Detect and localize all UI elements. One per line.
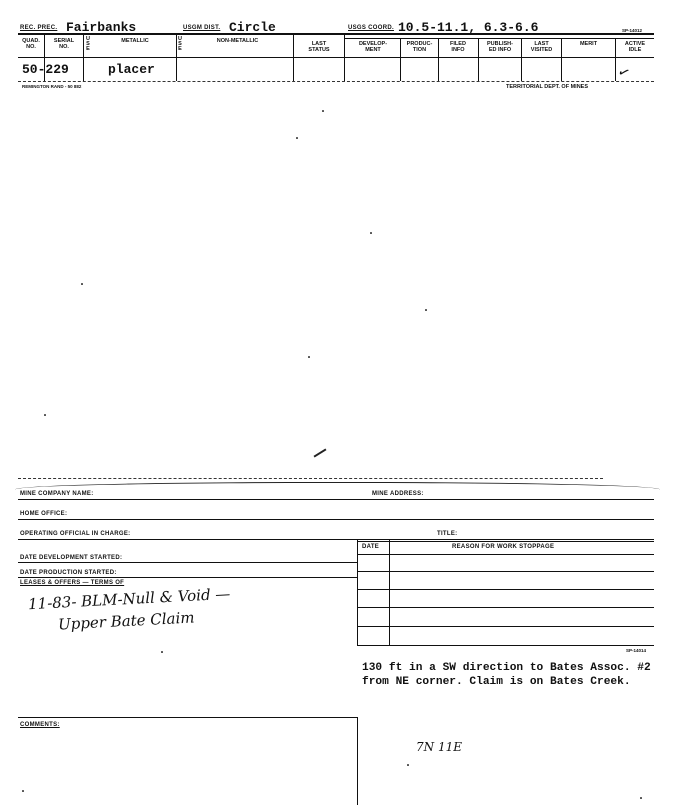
rule xyxy=(18,577,357,578)
typed-note-line2: from NE corner. Claim is on Bates Creek. xyxy=(362,676,631,688)
col-active-idle: ACTIVE IDLE xyxy=(624,41,646,53)
home-office-label: HOME OFFICE: xyxy=(20,511,68,517)
rule xyxy=(18,562,357,563)
col-development: DEVELOP- MENT xyxy=(358,41,388,53)
col-merit: MERIT xyxy=(579,41,598,47)
speck xyxy=(161,651,163,653)
divider xyxy=(478,38,479,81)
typed-note-line1: 130 ft in a SW direction to Bates Assoc. #2 xyxy=(362,662,651,674)
divider xyxy=(83,33,84,81)
mine-company-name-label: MINE COMPANY NAME: xyxy=(20,491,94,497)
col-quad-no: QUAD. NO. xyxy=(22,38,40,50)
divider xyxy=(176,33,177,81)
speck xyxy=(81,283,83,285)
card-bottom-dashed xyxy=(18,81,654,82)
rule xyxy=(18,717,357,718)
mine-address-label: MINE ADDRESS: xyxy=(372,491,424,497)
reason-col-label: REASON FOR WORK STOPPAGE xyxy=(452,544,555,550)
date-production-label: DATE PRODUCTION STARTED: xyxy=(20,570,117,576)
divider xyxy=(344,33,345,81)
speck xyxy=(640,797,642,799)
title-label: TITLE: xyxy=(437,531,458,537)
fold-dashed xyxy=(18,478,603,479)
comments-label: COMMENTS: xyxy=(20,722,60,728)
handwritten-township: 7N 11E xyxy=(416,740,462,754)
territorial-dept: TERRITORIAL DEPT. OF MINES xyxy=(506,84,588,90)
col-metallic: METALLIC xyxy=(121,38,149,44)
header-sub-rule xyxy=(344,38,654,39)
rule xyxy=(18,539,654,540)
rule xyxy=(18,499,654,500)
col-serial-no: SERIAL NO. xyxy=(53,38,75,50)
divider xyxy=(521,38,522,81)
speck xyxy=(44,414,46,416)
date-col-label: DATE xyxy=(362,544,380,550)
divider xyxy=(561,38,562,81)
quad-serial-value: 50-229 xyxy=(22,62,69,77)
speck xyxy=(407,764,409,766)
usgm-dist-label: USGM DIST. xyxy=(183,25,221,31)
curled-edge xyxy=(15,482,660,497)
col-last-status: LAST STATUS xyxy=(308,41,330,53)
col-last-visited: LAST VISITED xyxy=(530,41,553,53)
date-development-label: DATE DEVELOPMENT STARTED: xyxy=(20,555,123,561)
rule xyxy=(357,645,654,646)
header-bottom-rule xyxy=(18,57,654,58)
printer-mark: REMINGTON RAND - 50 882 xyxy=(22,84,82,89)
divider xyxy=(438,38,439,81)
handwritten-note-line1: 11-83- BLM-Null & Void — xyxy=(27,584,231,614)
form-number-mid: SP-14014 xyxy=(626,648,647,653)
speck xyxy=(322,110,324,112)
divider xyxy=(400,38,401,81)
rule xyxy=(357,607,654,608)
speck xyxy=(308,356,310,358)
divider xyxy=(293,33,294,81)
col-use-nonmetallic: U S E xyxy=(178,36,182,52)
rec-prec-label: REC. PREC. xyxy=(20,25,58,31)
rule xyxy=(357,589,654,590)
usgs-coord-value: 10.5-11.1, 6.3-6.6 xyxy=(398,20,539,35)
col-published-info: PUBLISH- ED INFO xyxy=(487,41,513,53)
rule xyxy=(357,571,654,572)
col-filed-info: FILED INFO xyxy=(450,41,466,53)
col-non-metallic: NON-METALLIC xyxy=(216,38,259,44)
rule xyxy=(357,541,654,542)
rule xyxy=(357,626,654,627)
usgs-coord-label: USGS COORD. xyxy=(348,25,394,31)
rule xyxy=(18,519,654,520)
table-divider xyxy=(389,540,390,646)
form-number-top: SP-14012 xyxy=(622,28,643,33)
rec-prec-value: Fairbanks xyxy=(66,20,137,35)
col-use: U S E xyxy=(86,36,90,52)
speck xyxy=(370,232,372,234)
comments-divider xyxy=(357,717,358,805)
usgm-dist-value: Circle xyxy=(229,20,276,35)
operating-official-label: OPERATING OFFICIAL IN CHARGE: xyxy=(20,531,131,537)
speck xyxy=(296,137,298,139)
handwritten-note-line2: Upper Bate Claim xyxy=(57,608,195,634)
speck xyxy=(22,790,24,792)
col-production: PRODUC- TION xyxy=(406,41,433,53)
rule xyxy=(357,554,654,555)
pen-stroke xyxy=(314,448,327,457)
metallic-value: placer xyxy=(108,62,155,77)
active-idle-mark: ✓ xyxy=(615,62,633,82)
speck xyxy=(425,309,427,311)
table-divider xyxy=(357,540,358,646)
leases-offers-label: LEASES & OFFERS — TERMS OF xyxy=(20,580,125,586)
